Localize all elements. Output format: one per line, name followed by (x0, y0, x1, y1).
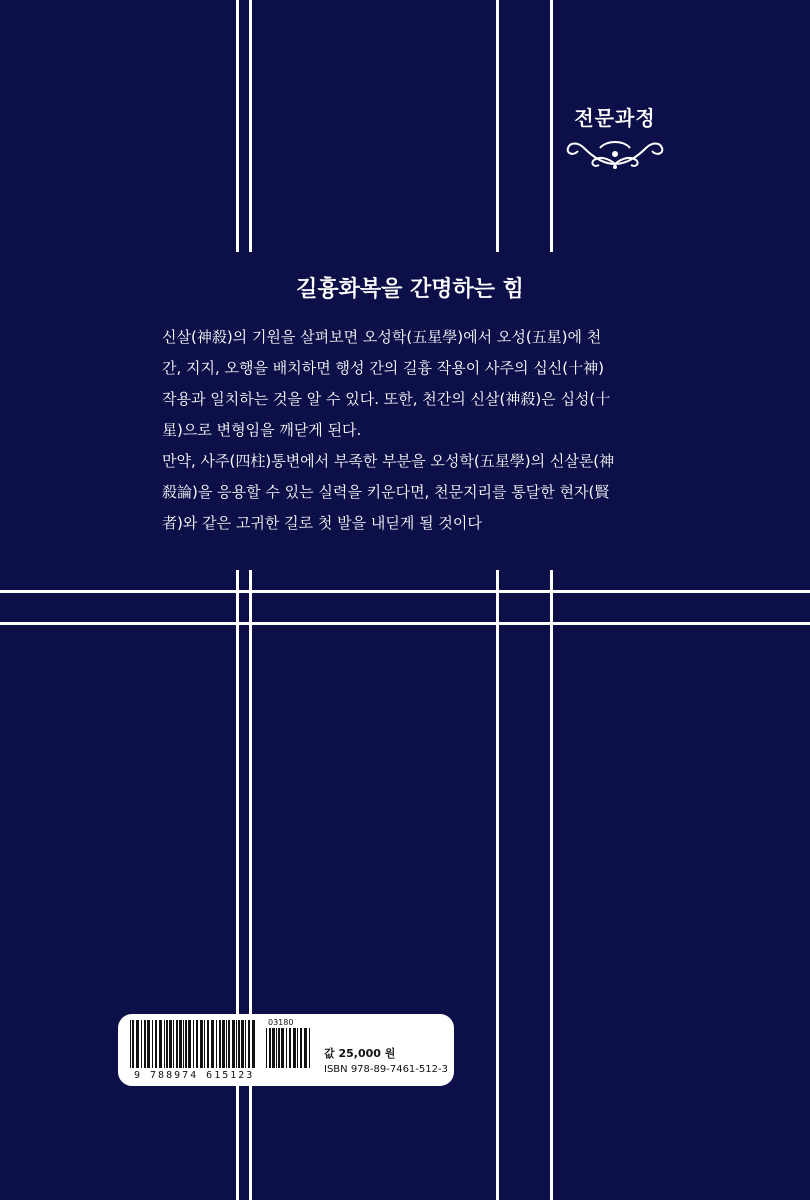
price: 값 25,000 원 (324, 1047, 396, 1060)
barcode-bar (286, 1028, 287, 1068)
barcode-bar (169, 1020, 172, 1068)
barcode-bar (211, 1020, 214, 1068)
scroll-ornament-icon (564, 134, 666, 174)
barcode-bar (293, 1028, 296, 1068)
barcode-bar (278, 1028, 280, 1068)
barcode-bar (309, 1028, 310, 1068)
isbn-barcode (130, 1020, 260, 1070)
barcode-bar (228, 1020, 230, 1068)
barcode-bar (207, 1020, 209, 1068)
barcode-bar (136, 1020, 139, 1068)
barcode-bar (144, 1020, 146, 1068)
barcode-bar (166, 1020, 168, 1068)
barcode-bar (232, 1020, 235, 1068)
barcode-bar (266, 1028, 267, 1068)
barcode-bar (185, 1020, 187, 1068)
barcode-digits: 9 788974 615123 (134, 1070, 255, 1081)
barcode-bar (272, 1028, 275, 1068)
body-line: 신살(神殺)의 기원을 살펴보면 오성학(五星學)에서 오성(五星)에 천 (162, 328, 602, 346)
horizontal-line (0, 590, 810, 593)
body-line: 작용과 일치하는 것을 알 수 있다. 또한, 천간의 신살(神殺)은 십성(十 (162, 390, 611, 408)
barcode-bar (269, 1028, 271, 1068)
barcode-bar (132, 1020, 134, 1068)
addon-barcode (266, 1028, 316, 1078)
barcode-bar (248, 1020, 250, 1068)
barcode-bar (300, 1028, 302, 1068)
body-line: 만약, 사주(四柱)통변에서 부족한 부분을 오성학(五星學)의 신살론(神 (162, 452, 615, 470)
barcode-bar (159, 1020, 162, 1068)
barcode-bar (281, 1028, 284, 1068)
barcode-bar (155, 1020, 157, 1068)
headline: 길흉화복을 간명하는 힘 (296, 277, 524, 302)
barcode-bar (196, 1020, 198, 1068)
barcode-bar (219, 1020, 221, 1068)
barcode-bar (276, 1028, 277, 1068)
barcode-bar (241, 1020, 244, 1068)
body-text (162, 322, 662, 539)
barcode-bar (188, 1020, 191, 1068)
barcode-bar (238, 1020, 240, 1068)
body-line: 者)와 같은 고귀한 길로 첫 발을 내딛게 될 것이다 (162, 514, 482, 532)
barcode-bar (193, 1020, 194, 1068)
barcode-label (118, 1014, 454, 1086)
vertical-line (550, 0, 553, 1200)
body-line: 殺論)을 응용할 수 있는 실력을 키운다면, 천문지리를 통달한 현자(賢 (162, 483, 610, 501)
barcode-bar (297, 1028, 298, 1068)
addon-code: 03180 (268, 1018, 294, 1027)
barcode-bar (252, 1020, 255, 1068)
body-line: 간, 지지, 오행을 배치하면 행성 간의 길흉 작용이 사주의 십신(十神) (162, 359, 604, 377)
series-label: 전문과정 (574, 106, 656, 130)
series-label-panel (556, 94, 674, 184)
barcode-bar (141, 1020, 142, 1068)
barcode-bar (226, 1020, 227, 1068)
description-panel (150, 252, 670, 570)
body-line: 星)으로 변형임을 깨닫게 된다. (162, 421, 362, 439)
barcode-bar (200, 1020, 203, 1068)
barcode-bar (130, 1020, 131, 1068)
barcode-bar (173, 1020, 174, 1068)
isbn: ISBN 978-89-7461-512-3 (324, 1064, 448, 1075)
barcode-bar (245, 1020, 246, 1068)
barcode-bar (236, 1020, 237, 1068)
barcode-bar (152, 1020, 153, 1068)
barcode-bar (289, 1028, 291, 1068)
barcode-bar (147, 1020, 150, 1068)
barcode-bar (204, 1020, 205, 1068)
barcode-bar (183, 1020, 184, 1068)
barcode-bar (176, 1020, 178, 1068)
barcode-bar (304, 1028, 307, 1068)
barcode-bar (179, 1020, 182, 1068)
vertical-line (496, 0, 499, 1200)
horizontal-line (0, 622, 810, 625)
barcode-bar (222, 1020, 225, 1068)
barcode-bar (164, 1020, 165, 1068)
barcode-bar (216, 1020, 217, 1068)
